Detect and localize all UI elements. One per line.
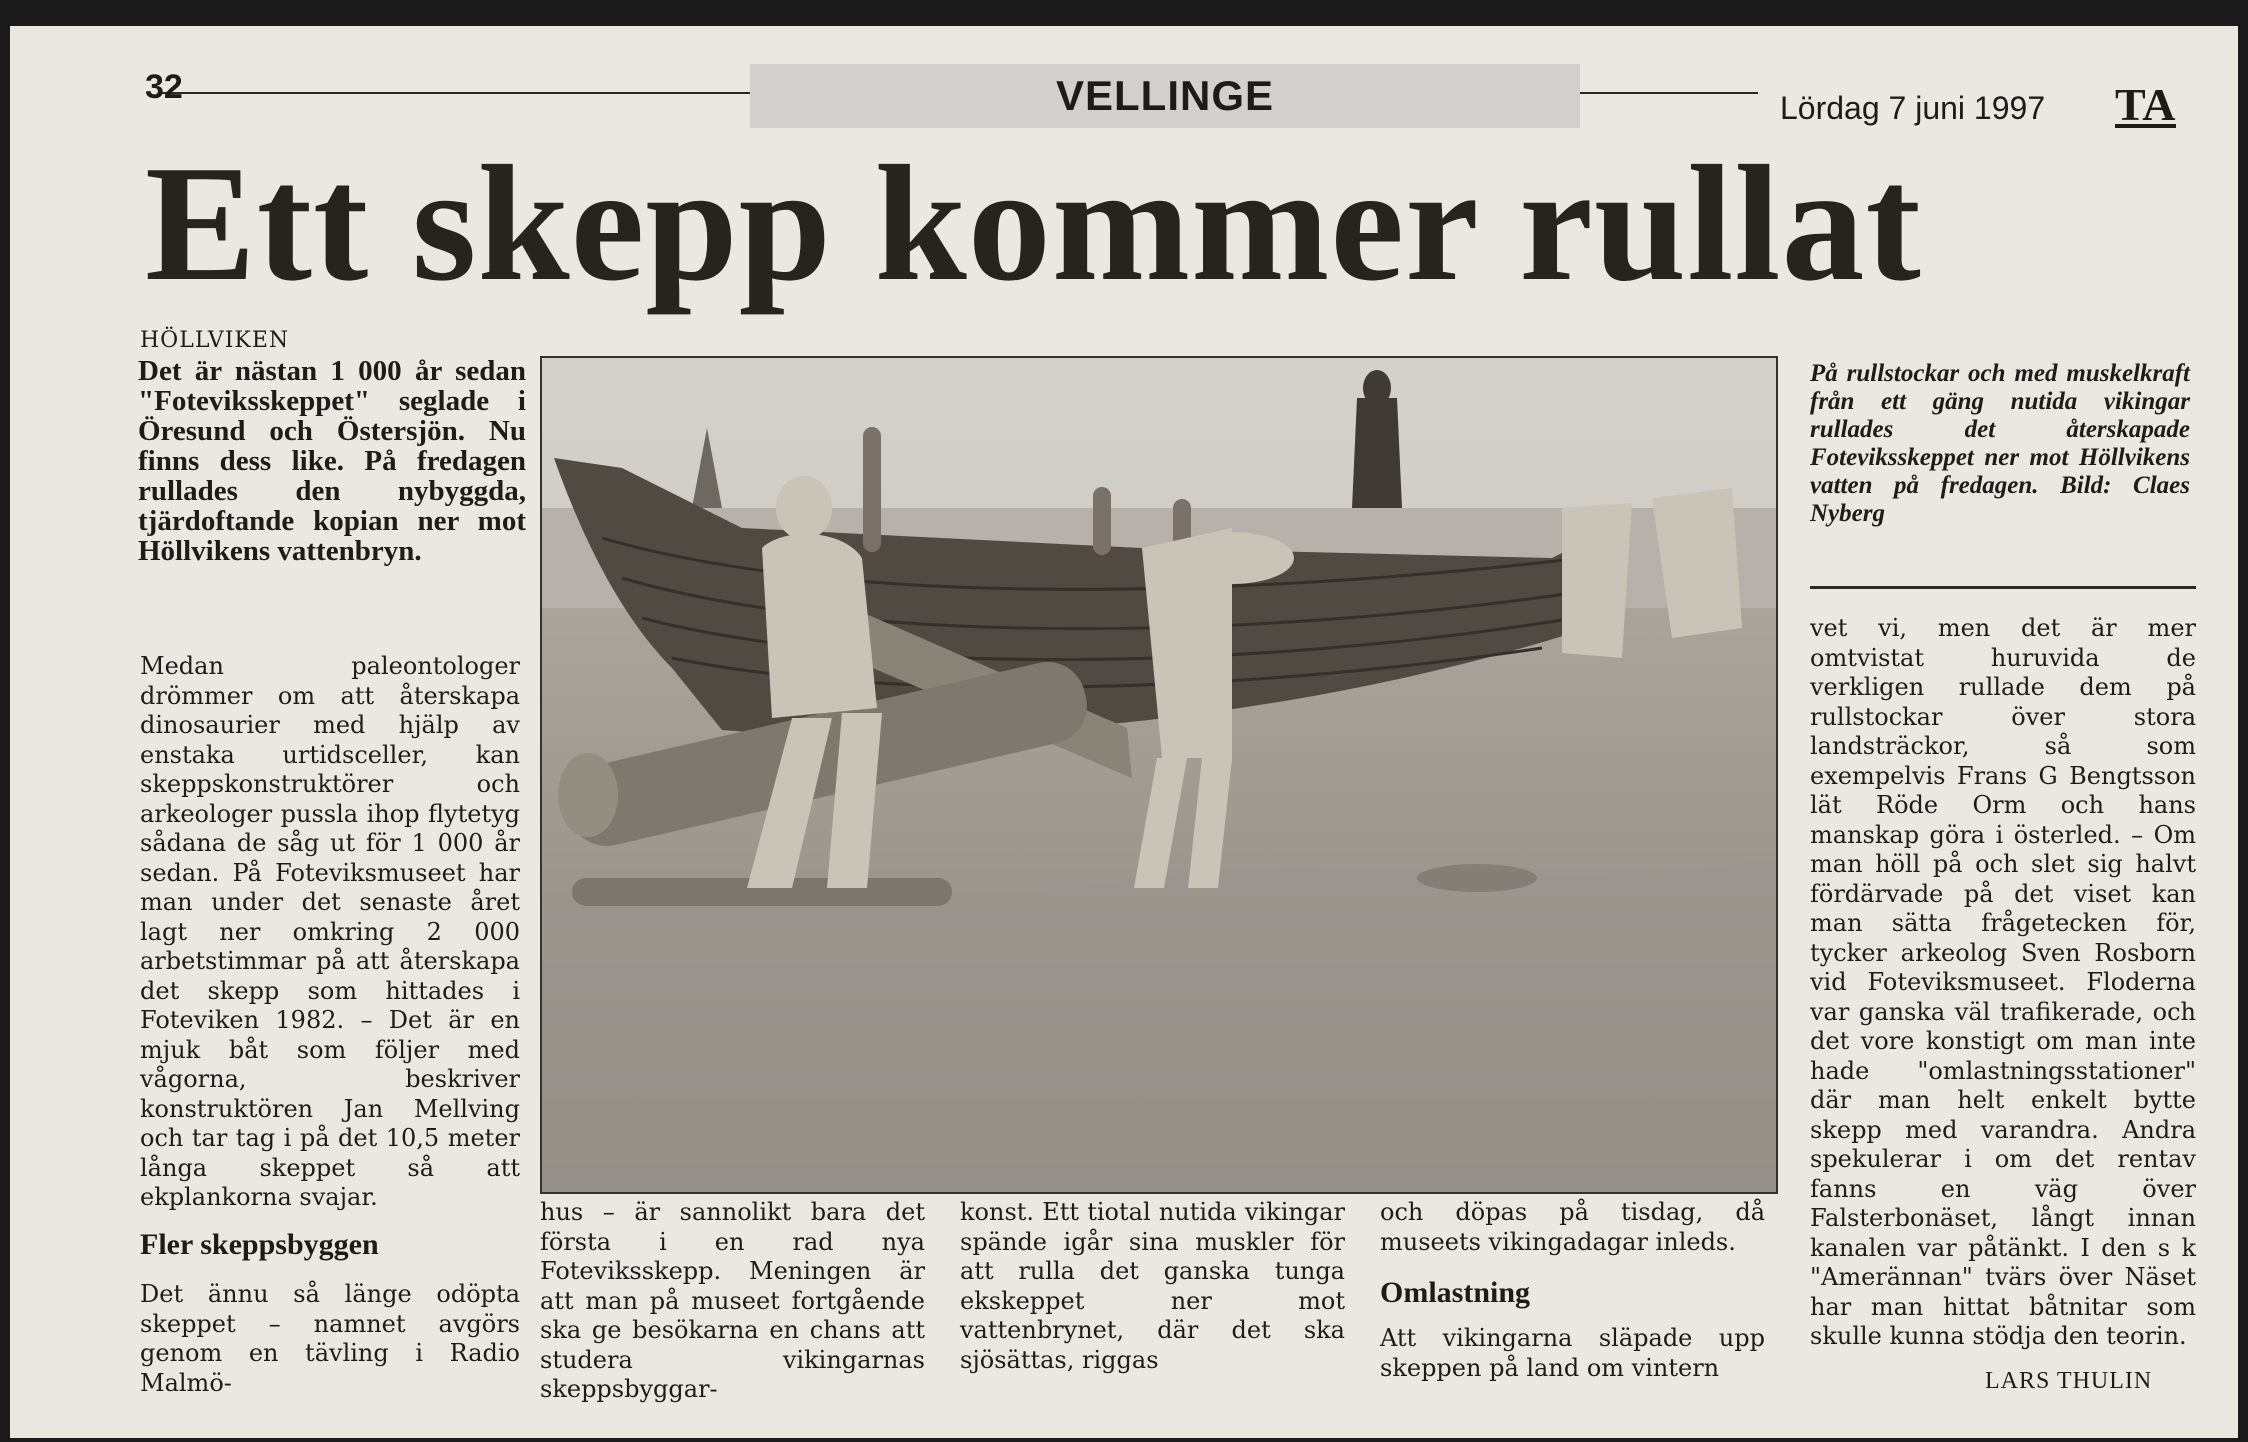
section-banner: VELLINGE xyxy=(750,64,1580,128)
viking-ship-photo xyxy=(542,358,1776,1192)
photo-caption: På rullstockar och med muskelkraft från ett gäng nutida vikingar rullades det återskapade Foteviksskeppet ner mot Höllvikens vatten på fredagen. Bild: Claes Nyberg xyxy=(1810,360,2190,527)
body-column-3: konst. Ett tiotal nutida vikingar spände igår sina muskler för att rulla det ganska tunga ekskeppet ner mot vattenbrynet, där det ska sjösättas, riggas xyxy=(960,1198,1345,1374)
body-column-4-continued: Att vikingarna släpade upp skeppen på land om vintern xyxy=(1380,1324,1765,1382)
headline: Ett skepp kommer rullat xyxy=(145,131,1922,315)
newspaper-page xyxy=(10,26,2238,1438)
subhead-fler-skeppsbyggen: Fler skeppsbyggen xyxy=(140,1228,379,1261)
dateline: HÖLLVIKEN xyxy=(140,328,290,353)
body-column-1-continued: Det ännu så länge odöpta skeppet – namnet avgörs genom en tävling i Radio Malmö- xyxy=(140,1280,520,1397)
byline: LARS THULIN xyxy=(1985,1368,2153,1394)
page-number: 32 xyxy=(145,68,183,106)
issue-date: Lördag 7 juni 1997 xyxy=(1780,90,2046,126)
body-column-5: vet vi, men det är mer omtvistat huruvida de verkligen rullade dem på rullstockar över stora landsträckor, så som exempelvis Frans G Bengtsson lät Röde Orm och hans manskap göra i österled. – Om man höll på och slet sig halvt fördärvade på det viset kan man sätta frågetecken för, tycker arkeolog Sven Rosborn vid Foteviksmuseet. Floderna var ganska väl trafikerade, och det vore konstigt om man inte hade "omlastningsstationer" där man helt enkelt bytte skepp med varandra. Andra spekulerar i om det rentav fanns en väg över Falsterbonäset, långt innan kanalen var påtänkt. I den s k "Amerännan" tvärs över Näset har man hittat båtnitar som skulle kunna stödja den teorin. xyxy=(1810,614,2196,1350)
subhead-omlastning: Omlastning xyxy=(1380,1276,1531,1309)
newspaper-logo: TA xyxy=(2115,79,2176,130)
body-column-2: hus – är sannolikt bara det första i en rad nya Foteviksskepp. Meningen är att man på museet fortgående ska ge besökarna en chans att studera vikingarnas skeppsbyggar- xyxy=(540,1198,925,1403)
article-photo xyxy=(540,356,1778,1194)
body-column-1: Medan paleontologer drömmer om att återskapa dinosaurier med hjälp av enstaka urtidsceller, kan skeppskonstruktörer och arkeologer pussla ihop flytetyg sådana de såg ut för 1 000 år sedan. På Foteviksmuseet har man under det senaste året lagt ner omkring 2 000 arbetstimmar på att återskapa det skepp som hittades i Foteviken 1982. – Det är en mjuk båt som följer med vågorna, beskriver konstruktören Jan Mellving och tar tag i på det 10,5 meter långa skeppet så att ekplankorna svajar. xyxy=(140,652,520,1211)
caption-rule xyxy=(1810,586,2196,589)
body-column-4: och döpas på tisdag, då museets vikingadagar inleds. xyxy=(1380,1198,1765,1256)
lead-paragraph: Det är nästan 1 000 år sedan "Foteviksskeppet" seglade i Öresund och Östersjön. Nu finns dess like. På fredagen rullades den nybyggda, tjärdoftande kopian ner mot Höllvikens vattenbryn. xyxy=(138,355,526,567)
